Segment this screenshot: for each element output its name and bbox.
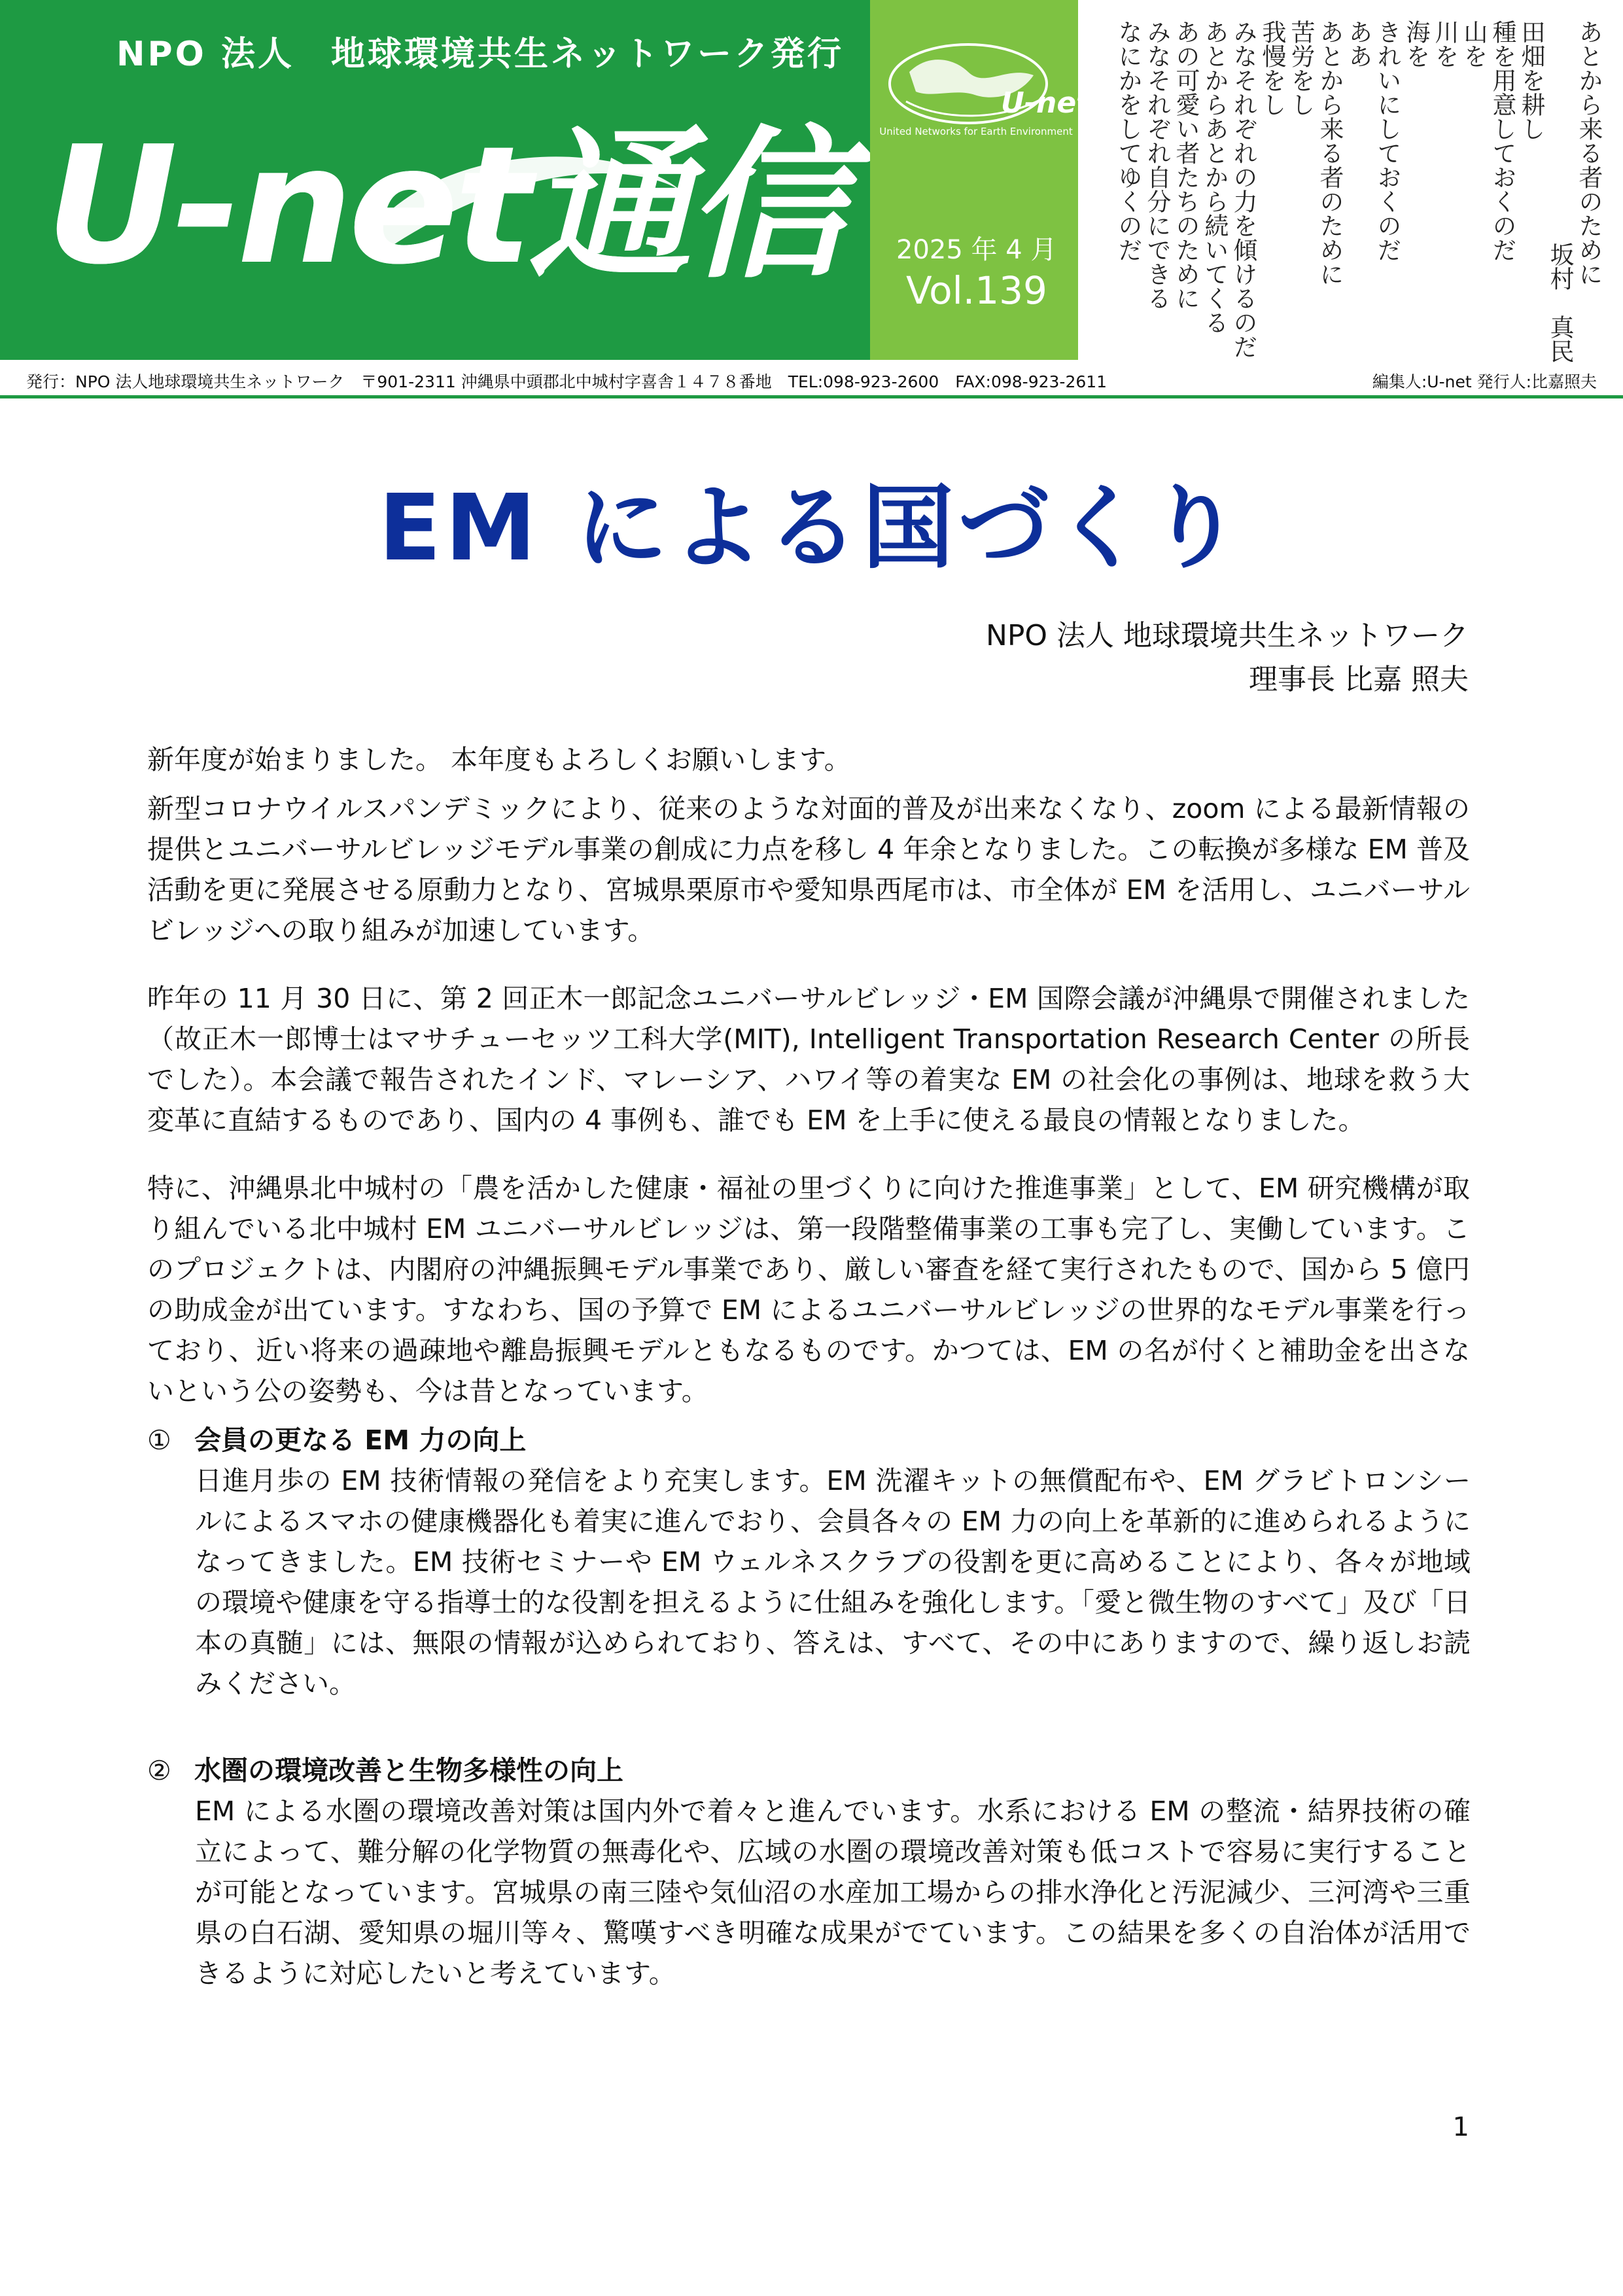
section-number: ② — [147, 1755, 171, 1786]
editor-info: 編集人:U-net 発行人:比嘉照夫 — [1372, 372, 1597, 391]
section-title: 水圏の環境改善と生物多様性の向上 — [194, 1755, 623, 1786]
article-paragraph: 特に、沖縄県北中城村の「農を活かした健康・福祉の里づくりに向けた推進事業」として、EM 研究機構が取り組んでいる北中城村 EM ユニバーサルビレッジは、第一段階整備事業の工事も完了し、実働しています。このプロジェクトは、内閣府の沖縄振興モデル事業であり、厳しい審査を経て実行されたもので、国から 5 億円の助成金が出ています。すなわち、国の予算で EM によるユニバーサルビレッジの世界的なモデル事業を行っており、近い将来の過疎地や離島振興モデルともなるものです。かつては、EM の名が付くと補助金を出さないという公の姿勢も、今は昔となっています。 — [147, 1173, 1470, 1407]
author-name: 理事長 比嘉 照夫 — [1249, 663, 1469, 696]
page-number: 1 — [1452, 2112, 1469, 2142]
newsletter-logo — [46, 108, 857, 311]
poem-line: みなそれぞれの力を傾けるのだ — [1229, 20, 1257, 359]
article-paragraph: 昨年の 11 月 30 日に、第 2 回正木一郎記念ユニバーサルビレッジ・EM 国際会議が沖縄県で開催されました（故正木一郎博士はマサチューセッツ工科大学(MIT), Intelligent Transportation Research Center の所長でした）。本会議で報告されたインド、マレーシア、ハワイ等の着実な EM の社会化の事例は、地球を救う大変革に直結するものであり、国内の 4 事例も、誰でも EM を上手に使える最良の情報となりました。 — [147, 983, 1470, 1136]
issue-date: 2025 年 4 月 — [896, 235, 1057, 265]
poem-line: ああ — [1344, 20, 1372, 68]
issue-volume: Vol.139 — [906, 268, 1047, 313]
section-heading — [147, 1750, 623, 1791]
poem-line: 川を — [1431, 20, 1459, 68]
globe-emblem-icon — [870, 39, 1091, 170]
poem-line: 海を — [1402, 20, 1430, 68]
article-paragraph: 新年度が始まりました。 本年度もよろしくお願いします。 — [147, 744, 851, 775]
poem-line: 山を — [1459, 20, 1488, 68]
poem-line: なにかをしてゆくのだ — [1114, 20, 1142, 262]
poem-line: 我慢をし — [1258, 20, 1286, 116]
publisher-org-line: NPO 法人 地球環境共生ネットワーク発行 — [116, 35, 844, 74]
poem-line: 種を用意しておくのだ — [1488, 20, 1516, 262]
poem-line: 苦労をし — [1287, 20, 1315, 116]
emblem-tagline: United Networks for Earth Environment — [879, 126, 1073, 137]
poem-line: あの可愛い者たちのために — [1172, 20, 1200, 310]
article-paragraph: 新型コロナウイルスパンデミックにより、従来のような対面的普及が出来なくなり、zoom による最新情報の提供とユニバーサルビレッジモデル事業の創成に力点を移し 4 年余となりました。この転換が多様な EM 普及活動を更に発展させる原動力となり、宮城県栗原市や愛知県西尾市は、市全体が EM を活用し、ユニバーサルビレッジへの取り組みが加速しています。 — [147, 793, 1470, 946]
logo-text: U-net通信 — [46, 112, 845, 300]
poem-author: 坂村 真民 — [1546, 242, 1574, 363]
poem-line: あとから来る者のために — [1316, 20, 1344, 286]
poem-line: きれいにしておくのだ — [1373, 20, 1401, 262]
section-title: 会員の更なる EM 力の向上 — [194, 1424, 527, 1456]
section-body: 日進月歩の EM 技術情報の発信をより充実します。EM 洗濯キットの無償配布や、EM グラビトロンシールによるスマホの健康機器化も着実に進んでおり、会員各々の EM 力の向上を革新的に進められるようになってきました。EM 技術セミナーや EM ウェルネスクラブの役割を更に高めることにより、各々が地域の環境や健康を守る指導士的な役割を担えるように仕組みを強化します。「愛と微生物のすべて」及び「日本の真髄」には、無限の情報が込められており、答えは、すべて、その中にありますので、繰り返しお読みください。 — [195, 1465, 1471, 1699]
poem-title: あとから来る者のために — [1575, 20, 1603, 286]
section-heading — [147, 1420, 526, 1460]
publisher-info: 発行：NPO 法人地球環境共生ネットワーク 〒901-2311 沖縄県中頭郡北中城村字喜舎１４７８番地 TEL:098-923-2600 FAX:098-923-2611 — [26, 372, 1108, 391]
section-body: EM による水圏の環境改善対策は国内外で着々と進んでいます。水系における EM の整流・結界技術の確立によって、難分解の化学物質の無毒化や、広域の水圏の環境改善対策も低コストで容易に実行することが可能となっています。宮城県の南三陸や気仙沼の水産加工場からの排水浄化と汚泥減少、三河湾や三重県の白石湖、愛知県の堀川等々、驚嘆すべき明確な成果がでています。この結果を多くの自治体が活用できるように対応したいと考えています。 — [195, 1795, 1471, 1989]
poem-line: あとからあとから続いてくる — [1200, 20, 1229, 334]
article-title: EM による国づくり — [378, 475, 1245, 582]
poem — [1086, 20, 1603, 363]
author-organization: NPO 法人 地球環境共生ネットワーク — [985, 619, 1469, 652]
poem-line: 田畑を耕し — [1517, 20, 1545, 141]
section-number: ① — [147, 1424, 171, 1456]
header-divider — [0, 395, 1623, 398]
emblem-text: U-net — [1001, 86, 1091, 120]
poem-line: みなそれぞれ自分にできる — [1143, 20, 1171, 310]
